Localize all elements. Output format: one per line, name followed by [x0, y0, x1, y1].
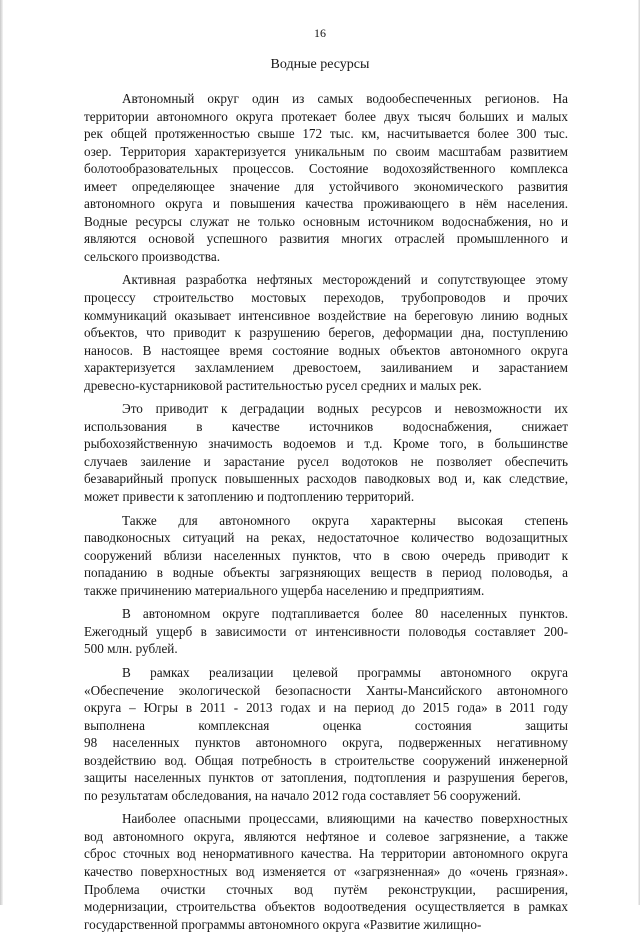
text-line: процессу строительство мостовых переходов, трубопроводов и прочих [84, 290, 568, 306]
text-line: территории автономного округа протекает более двух тысяч больших и малых [84, 108, 568, 124]
text-line: характеризуется захламлением древостоем, заиливанием и зарастанием [84, 360, 568, 376]
text-line: болотообразовательных процессов. Состояние водохозяйственного комплекса [84, 161, 568, 177]
text-line: В рамках реализации целевой программы автономного округа [122, 664, 568, 680]
paragraph [84, 90, 568, 265]
text-line: сброс сточных вод ненормативного качества. На территории автономного округа [84, 846, 568, 862]
text-line: В автономном округе подтапливается более 80 населенных пунктов. [122, 606, 568, 622]
scan-edge-left [0, 0, 3, 905]
text-line: автономного округа и повышения качества проживающего в нём населения. [84, 196, 568, 212]
text-line: коммуникаций оказывает интенсивное воздействие на береговую линию водных [84, 307, 568, 323]
text-line: 500 млн. рублей. [84, 641, 178, 657]
text-line: безаварийный пропуск повышенных расходов паводковых вод и, как следствие, [84, 471, 568, 487]
text-line: Ежегодный ущерб в зависимости от интенсивности половодья составляет 200- [84, 623, 568, 639]
text-line: Также для автономного округа характерны высокая степень [122, 512, 568, 528]
text-line: вод автономного округа, являются нефтяное и солевое загрязнение, а также [84, 828, 568, 844]
text-line: Это приводит к деградации водных ресурсов и невозможности их [122, 401, 568, 417]
text-line: округа – Югры в 2011 - 2013 годах и на период до 2015 года» в 2011 году [84, 700, 568, 716]
text-line: «Обеспечение экологической безопасности Ханты-Мансийского автономного [84, 682, 568, 698]
text-line: древесно-кустарниковой растительностью русел средних и малых рек. [84, 377, 482, 393]
text-line: может привести к затоплению и подтоплению территорий. [84, 489, 415, 505]
paragraph [84, 512, 568, 600]
text-line: модернизации, строительства объектов водоотведения осуществляется в рамках [84, 899, 568, 915]
text-line: случаев заиление и зарастание русел водотоков не позволяет обеспечить [84, 453, 568, 469]
text-line: Активная разработка нефтяных месторождений и сопутствующее этому [122, 272, 568, 288]
paragraph [84, 400, 568, 505]
text-line: воздействию вод. Общая потребность в строительстве сооружений инженерной [84, 752, 568, 768]
text-line: Автономный округ один из самых водообеспеченных регионов. На [122, 91, 568, 106]
text-line: Проблема очистки сточных вод путём реконструкции, расширения, [84, 881, 568, 897]
text-line: 98 населенных пунктов автономного округа, подверженных негативному [84, 735, 568, 751]
paragraph [84, 605, 568, 658]
text-line: Водные ресурсы служат не только основным источником водоснабжения, но и [84, 213, 568, 229]
text-line: качество поверхностных вод изменяется от «загрязненная» до «очень грязная». [84, 863, 568, 879]
paragraph [84, 271, 568, 394]
text-line: рыбохозяйственную значимость водоемов и т.д. Кроме того, в большинстве [84, 436, 568, 452]
text-line: объектов, что приводит к разрушению берегов, деформации дна, поступлению [84, 325, 568, 341]
text-line: также причинению материального ущерба населению и предприятиям. [84, 582, 485, 598]
text-line: паводконосных ситуаций на реках, недостаточное количество водозащитных [84, 530, 568, 546]
text-line: защиты населенных пунктов от затопления, подтопления и разрушения берегов, [84, 770, 568, 786]
text-line: Наиболее опасными процессами, влияющими на качество поверхностных [122, 811, 568, 827]
text-line: государственной программы автономного округа «Развитие жилищно- [84, 916, 482, 932]
text-line: являются основой успешного развития многих отраслей промышленного и [84, 231, 568, 247]
text-line: сооружений вблизи населенных пунктов, что в свою очередь приводит к [84, 547, 568, 563]
text-line: имеет определяющее значение для устойчивого экономического развития [84, 178, 568, 194]
paragraph [84, 664, 568, 804]
text-line: попаданию в водные объекты загрязняющих веществ в период половодья, а [84, 565, 568, 581]
section-title: Водные ресурсы [270, 57, 370, 72]
text-line: наносов. В настоящее время состояние водных объектов автономного округа [84, 342, 568, 358]
text-line: использования в качестве источников водоснабжения, снижает [84, 418, 568, 434]
text-line: озер. Территория характеризуется уникальным по своим масштабам развитием [84, 143, 568, 159]
body-text [84, 90, 568, 933]
page-number: 16 [314, 26, 326, 40]
text-line: по результатам обследования, на начало 2012 года составляет 56 сооружений. [84, 787, 521, 803]
text-line: выполнена комплексная оценка состояния защиты [84, 717, 568, 733]
paragraph [84, 810, 568, 933]
text-line: рек общей протяженностью свыше 172 тыс. км, насчитывается более 300 тыс. [84, 126, 568, 142]
text-line: сельского производства. [84, 248, 221, 264]
